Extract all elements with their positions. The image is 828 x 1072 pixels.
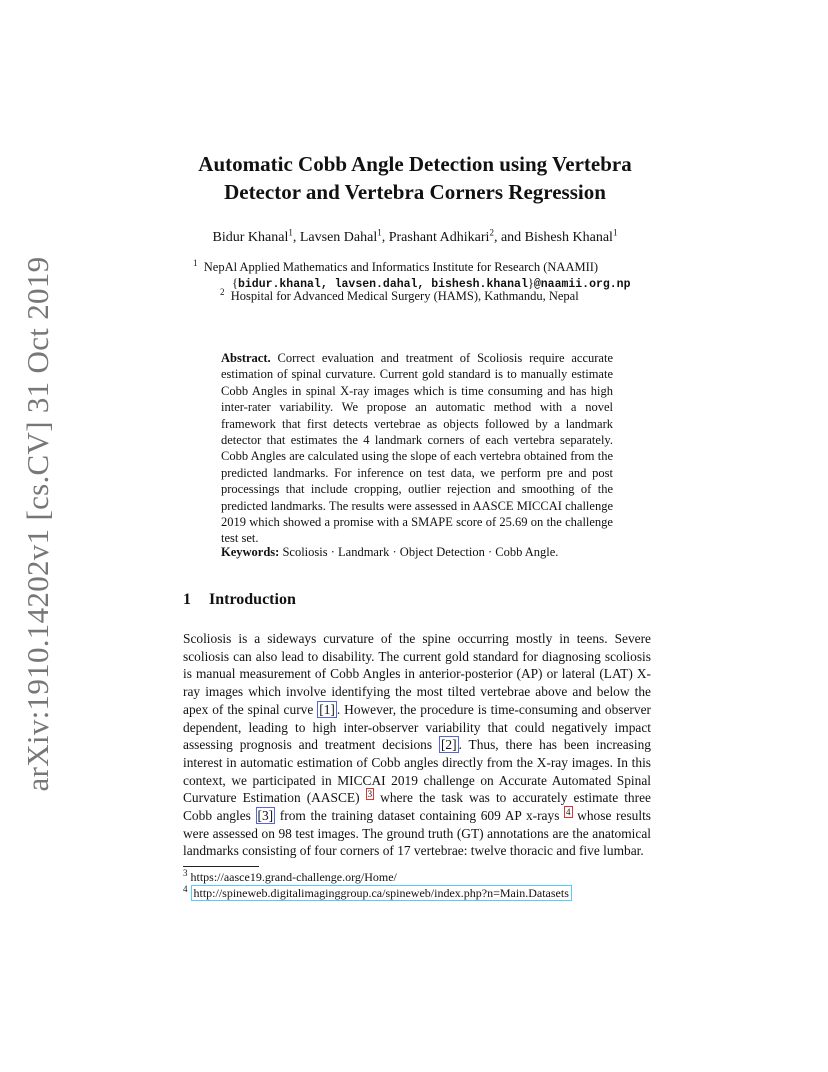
affiliation-1 (193, 257, 599, 275)
abstract-text: Correct evaluation and treatment of Scoliosis require accurate estimation of spinal curvature. Current gold standard is to manually estimate Cobb Angles in spinal X-ray images which is time consuming and has high inter-rater variability. We propose an automatic method with a novel framework that first detects vertebrae as objects followed by a landmark detector that estimates the 4 landmark corners of each vertebra separately. Cobb Angles are calculated using the slope of each vertebra obtained from the predicted landmarks. For inference on test data, we perform pre and post processings that include cropping, outlier rejection and smoothing of the predicted landmarks. The results were assessed in AASCE MICCAI challenge 2019 which showed a promise with a SMAPE score of 25.69 on the challenge test set. (221, 351, 613, 546)
author-list (150, 227, 680, 246)
intro-text: . Thus, there has been increasing interest in automatic estimation of Cobb angles directly from the X-ray images. In this context, we participated in MICCAI 2019 challenge on Accurate Automated Spinal Curvature Estimation (AASCE) (183, 737, 651, 806)
keywords-text: Scoliosis · Landmark · Object Detection · Cobb Angle. (282, 545, 559, 559)
paper-title (150, 150, 680, 206)
footnote-link[interactable]: 4 (566, 806, 571, 817)
author-separator: , (381, 230, 389, 245)
footnote-4 (183, 886, 572, 901)
email-brace-open: { (232, 276, 238, 290)
citation-link[interactable]: [2] (440, 737, 457, 753)
affiliation-1-sup: 1 (193, 257, 198, 268)
section-heading (183, 591, 296, 609)
author-separator: , (292, 230, 300, 245)
section-number: 1 (183, 591, 191, 608)
intro-text: from the training dataset containing 609 AP x-rays (275, 808, 565, 824)
author-affil-sup: 1 (612, 227, 618, 238)
author-separator: , and (493, 230, 525, 245)
author-name: Bidur Khanal (212, 230, 289, 245)
intro-text: . However, the procedure is time-consuming and observer dependent, leading to high inter-observer variability that could negatively impact assessing prognosis and treatment decisions (183, 701, 651, 753)
affiliation-2 (220, 286, 579, 304)
footnote-divider (183, 866, 259, 867)
arxiv-identifier (16, 256, 60, 792)
keywords-label: Keywords: (221, 545, 280, 559)
author-name: Lavsen Dahal (299, 230, 378, 245)
author-affil-sup: 1 (377, 227, 382, 238)
email-names: bidur.khanal, lavsen.dahal, bishesh.khanal (238, 278, 528, 291)
citation-link[interactable]: [1] (319, 701, 335, 717)
footnote-3-mark: 3 (183, 868, 188, 878)
footnote-3 (183, 870, 397, 885)
abstract (221, 350, 613, 547)
footnote-link[interactable]: 3 (367, 788, 373, 799)
email-brace-close: } (527, 276, 534, 290)
intro-paragraph (183, 630, 651, 860)
email-domain: @naamii.org.np (533, 278, 631, 291)
abstract-label: Abstract. (221, 351, 271, 365)
keywords (221, 545, 641, 560)
intro-text: where the task was to accurately estimate three Cobb angles (183, 790, 651, 824)
title-line-2: Detector and Vertebra Corners Regression (224, 180, 606, 204)
affiliation-2-name: Hospital for Advanced Medical Surgery (HAMS), Kathmandu, Nepal (230, 289, 579, 303)
author-affil-sup: 1 (288, 227, 293, 238)
footnote-4-link[interactable]: http://spineweb.digitalimaginggroup.ca/spineweb/index.php?n=Main.Datasets (191, 885, 572, 901)
footnote-4-mark: 4 (183, 884, 188, 894)
intro-text: Scoliosis is a sideways curvature of the spine occurring mostly in teens. Severe scoliosis can also lead to disability. The current gold standard for diagnosing scoliosis is manual measurement of Cobb Angles in anterior-posterior (AP) or lateral (LAT) X-ray images which involve identifying the most tilted vertebrae above and below the apex of the spinal curve (183, 631, 651, 717)
section-title: Introduction (209, 591, 296, 608)
affiliation-1-name: NepAl Applied Mathematics and Informatics Institute for Research (NAAMII) (203, 260, 599, 274)
author-affil-sup: 2 (489, 227, 494, 238)
author-name: Prashant Adhikari (388, 230, 490, 245)
author-name: Bishesh Khanal (524, 230, 613, 245)
affiliation-2-sup: 2 (220, 286, 225, 297)
title-line-1: Automatic Cobb Angle Detection using Vertebra (198, 152, 632, 176)
arxiv-identifier-text: arXiv:1910.14202v1 [cs.CV] 31 Oct 2019 (20, 256, 55, 792)
intro-text: whose results were assessed on 98 test images. The ground truth (GT) annotations are the anatomical landmarks consisting of four corners of 17 vertebrae: twelve thoracic and five lumbar. (183, 808, 651, 859)
footnote-3-text: https://aasce19.grand-challenge.org/Home/ (190, 870, 397, 884)
citation-link[interactable]: [3] (257, 808, 274, 824)
